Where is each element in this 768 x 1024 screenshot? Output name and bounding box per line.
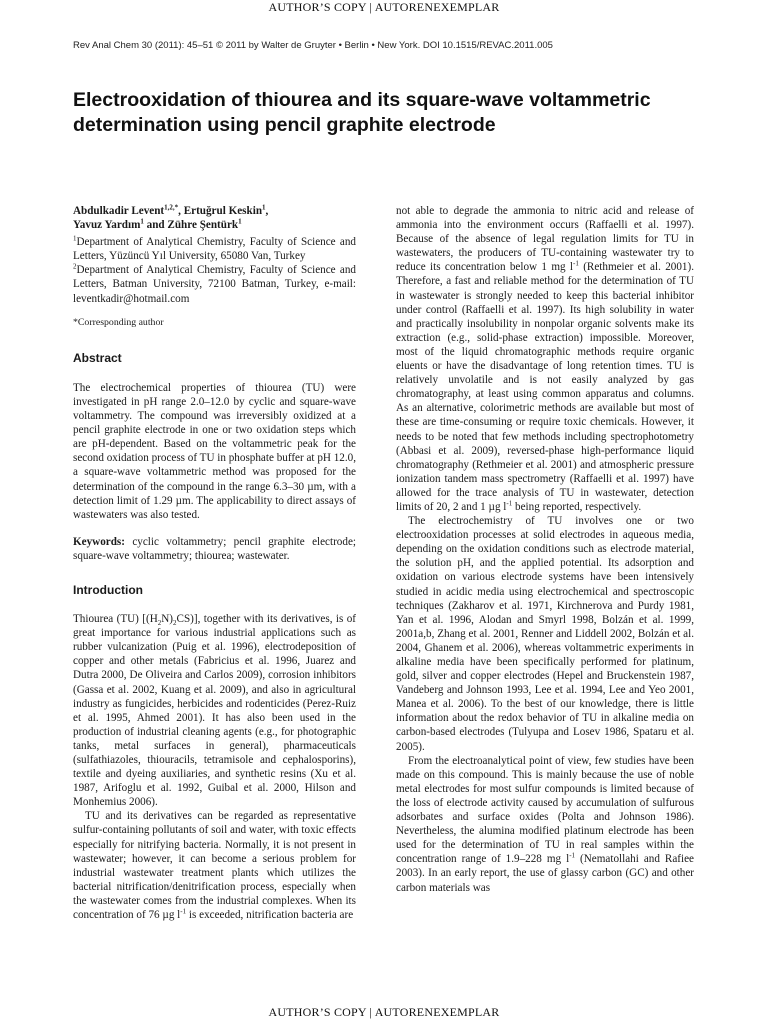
author-list	[73, 204, 356, 232]
author-affil-sup: 1,2,	[164, 203, 175, 212]
left-column	[73, 204, 356, 922]
journal-citation: Rev Anal Chem 30 (2011): 45–51 © 2011 by Walter de Gruyter • Berlin • New York. DOI 10.1515/REVAC.2011.005	[73, 40, 553, 51]
body-paragraph	[396, 204, 694, 514]
text-run: (Rethmeier et al. 2001). Therefore, a fast and reliable method for the determination of TU in wastewater is strongly needed to keep this bacterial inhibitor under control (Raffaelli et al. 1997). Its high solubility in water and practically insolubility in nonpolar organic solvents make its extraction (e.g., solid-phase extraction) impossible. Moreover, most of the liquid chromatographic methods require organic eluents or have the disadvantage of long retention times. TU is relatively unvolatile and is not easily analyzed by gas chromatography, at least using common apparatus and columns. As an alternative, colorimetric methods are available but most of these are time-consuming or require toxic chemicals. However, it needs to be noted that few methods including spectrophotometry (Abbasi et al. 2009), reversed-phase high-performance liquid chromatography (Rethmeier et al. 2001) and atmospheric pressure ionization tandem mass spectrometry (Raffaelli et al. 1997) have allowed for the trace analysis of TU in wastewater, detection limits of 20, 2 and 1 µg l	[396, 261, 694, 513]
text-run: (Nematollahi and Rafiee 2003). In an early report, the use of glassy carbon (GC) and other carbon materials was	[396, 853, 694, 894]
author-name: Zühre Şentürk	[167, 219, 239, 232]
intro-paragraph	[73, 612, 356, 809]
article-title: Electrooxidation of thiourea and its square-wave voltammetric determination using pencil graphite electrode	[73, 89, 651, 136]
right-column	[396, 204, 694, 895]
author-name: Yavuz Yardım	[73, 219, 141, 232]
affiliation-number: 2	[73, 262, 77, 271]
intro-paragraph	[73, 809, 356, 922]
text-run: is exceeded, nitrification bacteria are	[186, 909, 354, 922]
text-run: not able to degrade the ammonia to nitric acid and release of ammonia into the environment occurs (Raffaelli et al. 1997). Because of the absence of legal regulation limits for TU in wastewaters, the producers of TU-containing wastewater try to reduce its concentration below 1 mg l	[396, 205, 694, 274]
text-run: TU and its derivatives can be regarded as representative sulfur-containing pollutants of soil and water, with toxic effects especially for nitrifying bacteria. Normally, it is not present in wastewater; however, it can become a serious problem for industrial wastewater treatment plants which utilizes the bacterial nitrification/denitrification process, especially when the wastewater comes from the industrial complexes. When its concentration of 76 µg l	[73, 810, 356, 922]
affiliation-text: Department of Analytical Chemistry, Faculty of Science and Letters, Yüzüncü Yıl University, 65080 Van, Turkey	[73, 236, 356, 263]
abstract-heading: Abstract	[73, 350, 122, 365]
author-name: Abdulkadir Levent	[73, 205, 165, 217]
text-run: N)	[161, 613, 174, 626]
body-paragraph	[396, 754, 694, 895]
affiliation-text: Department of Analytical Chemistry, Faculty of Science and Letters, Batman University, 72100 Batman, Turkey, e-mail: leventkadir@hotmail.com	[73, 264, 356, 305]
author-separator: and	[143, 219, 168, 232]
abstract-paragraph: The electrochemical properties of thiourea (TU) were investigated in pH range 2.0–12.0 by cyclic and square-wave voltammetry. The compound was irreversibly oxidized at a pencil graphite electrode in one or two oxidation steps which are pH-dependent. Based on the voltammetric peak for the second oxidation process of TU in phosphate buffer at pH 12.0, a square-wave voltammetric method was proposed for the determination of the compound in the range 6.3–30 µm, with a detection limit of 1.29 µm. The applicability to direct assays of wastewaters was also tested.	[73, 381, 356, 521]
corresponding-star: *	[174, 203, 179, 212]
author-affil-sup: 1	[140, 217, 144, 226]
superscript: -1	[180, 907, 187, 916]
keywords-label: Keywords:	[73, 535, 125, 548]
author-copy-footer: AUTHOR’S COPY | AUTORENEXEMPLAR	[268, 1005, 500, 1019]
introduction-heading: Introduction	[73, 582, 143, 597]
keywords-text: cyclic voltammetry; pencil graphite electrode; square-wave voltammetry; thiourea; wastewater.	[73, 535, 356, 562]
keywords	[73, 535, 356, 563]
subscript: 2	[157, 619, 162, 628]
subscript: 2	[173, 619, 177, 628]
affiliation-number: 1	[73, 234, 77, 243]
superscript: -1	[573, 259, 579, 268]
affiliations	[73, 235, 356, 305]
superscript: -1	[506, 499, 513, 508]
author-affil-sup: 1	[238, 217, 242, 226]
superscript: -1	[569, 851, 576, 860]
corresponding-author-note: *Corresponding author	[73, 316, 164, 328]
author-affil-sup: 1	[262, 203, 266, 212]
author-name: Ertuğrul Keskin	[183, 205, 263, 217]
author-copy-header: AUTHOR’S COPY | AUTORENEXEMPLAR	[268, 0, 500, 14]
affiliation	[73, 235, 356, 263]
affiliation	[73, 263, 356, 305]
author-separator: ,	[178, 205, 184, 217]
text-run: being reported, respectively.	[512, 500, 642, 513]
text-run: From the electroanalytical point of view, few studies have been made on this compound. This is mainly because the use of noble metal electrodes for most sulfur compounds is limited because of the loss of electrode activity caused by accumulation of sulfurous adsorbates and surface oxides (Polta and Johnson 1986). Nevertheless, the alumina modified platinum electrode has been used for the determination of TU in real samples within the concentration range of 1.9–228 mg l	[396, 754, 694, 866]
author-separator: ,	[265, 205, 269, 217]
text-run: Thiourea (TU) [(H	[73, 613, 158, 626]
body-paragraph: The electrochemistry of TU involves one or two electrooxidation processes at solid electrodes in aqueous media, depending on the oxidation conditions such as electrode material, the solution pH, and the applied potential. Its adsorption and oxidation on various electrode systems have been intensively studied in acidic media using electrochemical and spectroscopic techniques (Zakharov et al. 1971, Kirchnerova and Purdy 1981, Yan et al. 1996, Alodan and Smyrl 1998, Bolzán et al. 1999, 2001a,b, Zhang et al. 2001, Renner and Liddell 2002, Bolzán et al. 2004, Ghanem et al. 2006), whereas voltammetric experiments in alkaline media have been specifically performed for platinum, gold, silver and copper electrodes (Hepel and Bruckenstein 1987, Vandeberg and Johnson 1993, Lee et al. 1994, Lee and Yeo 2001, Manea et al. 2006). To the best of our knowledge, there is little information about the redox behavior of TU in alkaline media on carbon-based electrodes (Tulyupa and Losev 1986, Spataru et al. 2005).	[396, 515, 694, 753]
text-run: CS)], together with its derivatives, is of great importance for various industrial applications such as rubber vulcanization (Puig et al. 1996), electrodeposition of copper and other metals (Fabricius et al. 1996, Juarez and Dutra 2000, De Oliveira and Carlos 2009), corrosion inhibitors (Gassa et al. 2002, Kuang et al. 2009), and also in agricultural industry as fungicides, herbicides and rodenticides (Perez-Ruiz et al. 1995, Ahmed 2001). It has also been used in the production of industrial cleaning agents (e.g., for photographic tanks, metal surfaces in general), pharmaceuticals (sulfathiazoles, thiouracils, tetramisole and cephalosporins), textile and dyeing auxiliaries, and synthetic resins (Xu et al. 1987, Arifoglu et al. 1992, Guibal et al. 2000, Hilson and Monhemius 2006).	[73, 613, 356, 809]
